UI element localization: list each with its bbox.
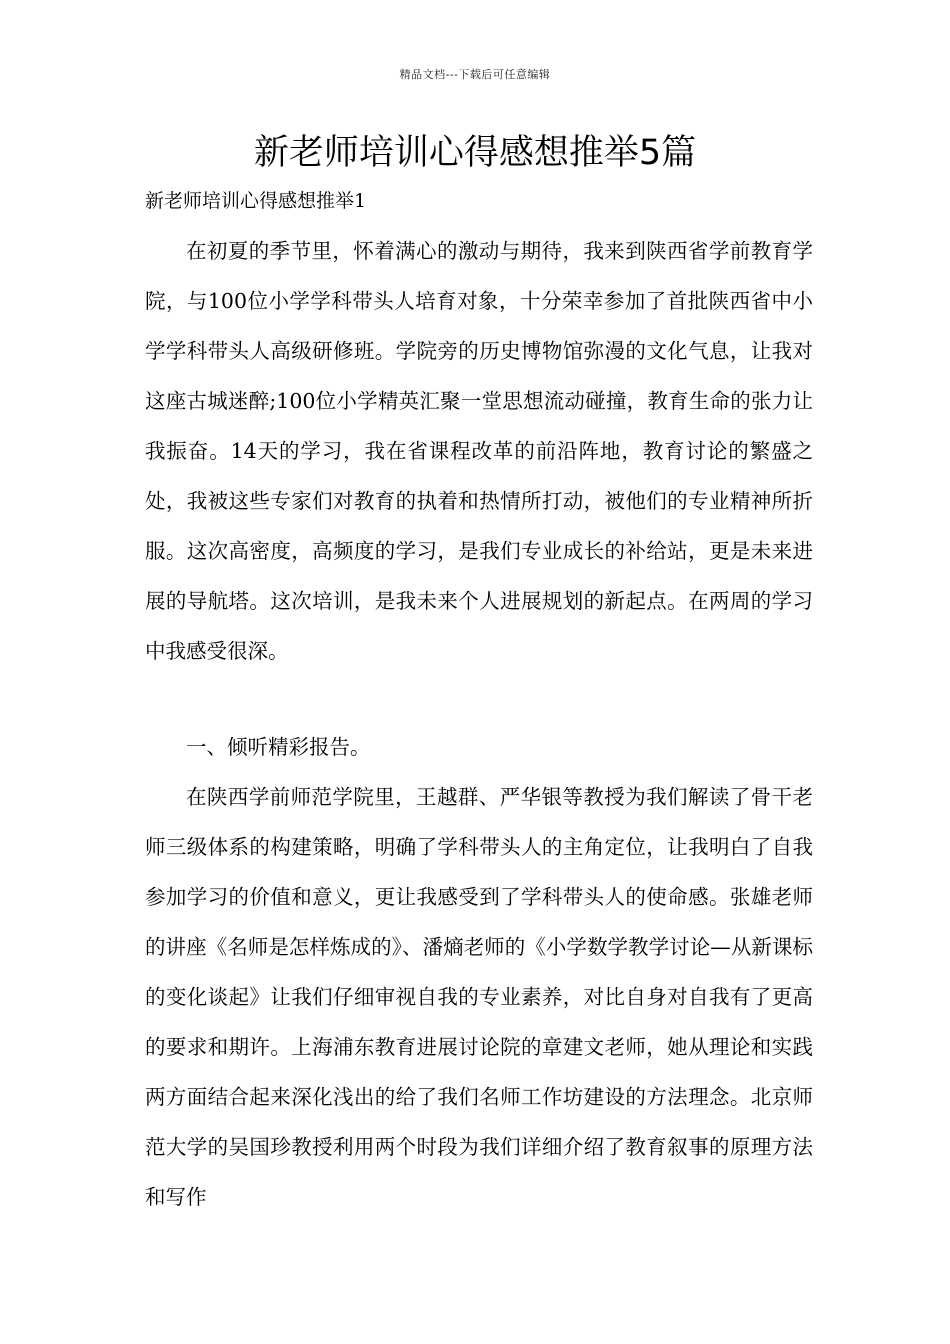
document-title: 新老师培训心得感想推举5篇	[253, 133, 697, 173]
body-paragraph-1: 在初夏的季节里，怀着满心的激动与期待，我来到陕西省学前教育学院，与100位小学学科带头人培育对象，十分荣幸参加了首批陕西省中小学学科带头人高级研修班。学院旁的历史博物馆弥漫的文化气息，让我对这座古城迷醉;100位小学精英汇聚一堂思想流动碰撞，教育生命的张力让我振奋。14天的学习，我在省课程改革的前沿阵地，教育讨论的繁盛之处，我被这些专家们对教育的执着和热情所打动，被他们的专业精神所折服。这次高密度，高频度的学习，是我们专业成长的补给站，更是未来进展的导航塔。这次培训，是我未来个人进展规划的新起点。在两周的学习中我感受很深。	[145, 239, 813, 663]
page-header-note: 精品文档---下载后可任意编辑	[399, 68, 551, 81]
document-subtitle: 新老师培训心得感想推举1	[145, 190, 367, 212]
section-heading: 一、倾听精彩报告。	[186, 735, 371, 759]
body-paragraph-2: 在陕西学前师范学院里，王越群、严华银等教授为我们解读了骨干老师三级体系的构建策略，明确了学科带头人的主角定位，让我明白了自我参加学习的价值和意义，更让我感受到了学科带头人的使命感。张雄老师的讲座《名师是怎样炼成的》、潘熵老师的《小学数学教学讨论—从新课标的变化谈起》让我们仔细审视自我的专业素养，对比自身对自我有了更高的要求和期许。上海浦东教育进展讨论院的章建文老师，她从理论和实践两方面结合起来深化浅出的给了我们名师工作坊建设的方法理念。北京师范大学的吴国珍教授利用两个时段为我们详细介绍了教育叙事的原理方法和写作	[145, 785, 813, 1209]
